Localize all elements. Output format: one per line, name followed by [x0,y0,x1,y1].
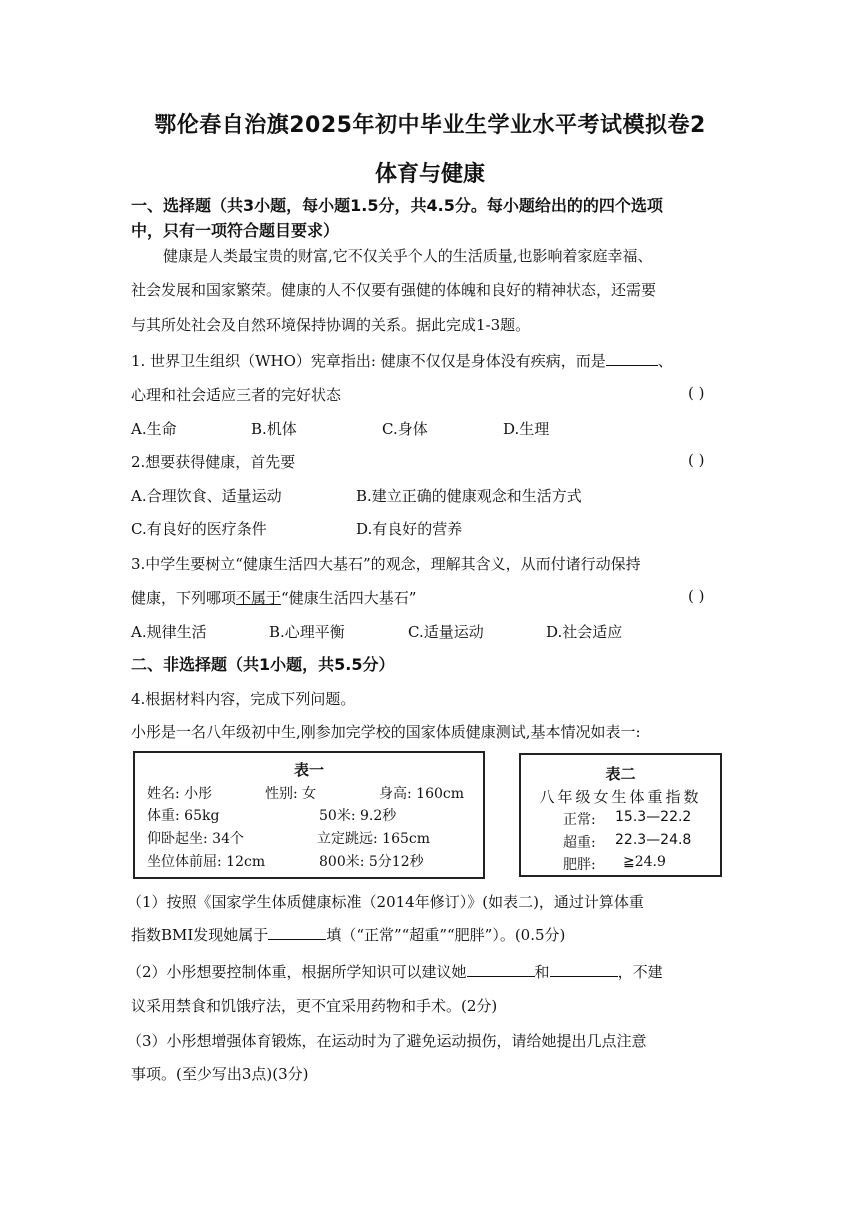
table-1-cell: 身高: 160cm [379,786,465,802]
section1-heading-line2: 中，只有一项符合题目要求） [131,221,340,240]
q1-option-d[interactable]: D.生理 [503,420,550,438]
sub-question-2-line1 [127,961,727,982]
q3-option-b[interactable]: B.心理平衡 [269,623,345,641]
question-3-line2 [131,587,731,608]
table-1-cell: 800米: 5分12秒 [319,854,424,870]
intro-line1: 健康是人类最宝贵的财富,它不仅关乎个人的生活质量,也影响着家庭幸福、 [163,247,653,265]
sub-question-1-text: 指数BMI发现她属于 [131,926,269,944]
question-3-text: 健康，下列哪项 [131,589,237,607]
table-2-subtitle: 八年级女生体重指数 [539,788,702,806]
table-1-cell: 仰卧起坐: 34个 [147,831,244,847]
answer-parenthesis[interactable]: ( ) [688,587,705,605]
section1-heading [131,193,741,243]
table-1-cell: 姓名: 小彤 [147,786,213,802]
section1-heading-line1: 一、选择题（共3小题，每小题1.5分，共4.5分。每小题给出的的四个选项 [131,196,663,215]
exam-title: 鄂伦春自治旗2025年初中毕业生学业水平考试模拟卷2 [154,113,706,138]
answer-parenthesis[interactable]: ( ) [688,384,705,402]
section2-heading: 二、非选择题（共1小题，共5.5分） [131,655,395,674]
table-2-label: 超重: [563,835,596,851]
q3-option-c[interactable]: C.适量运动 [408,623,484,641]
table-1-cell: 坐位体前屈: 12cm [147,854,266,870]
table-1-cell: 体重: 65kg [147,808,220,824]
table-2-value: 15.3—22.2 [615,809,692,825]
sub-question-2-line2: 议采用禁食和饥饿疗法，更不宜采用药物和手术。(2分) [131,997,498,1015]
sub-question-1-text-end: 填（“正常”“超重”“肥胖”）。(0.5分) [326,926,566,944]
answer-blank[interactable] [606,350,658,366]
answer-parenthesis[interactable]: ( ) [688,451,705,469]
question-1-line1 [131,350,731,371]
question-1-text: 1. 世界卫生组织（WHO）宪章指出: 健康不仅仅是身体没有疾病，而是 [131,352,606,370]
sub-question-2-text: （2）小彤想要控制体重，根据所学知识可以建议她 [127,963,467,981]
question-3-text-end: “健康生活四大基石” [281,589,417,607]
table-1 [133,751,485,879]
sub-question-3-line2: 事项。(至少写出3点)(3分) [131,1065,309,1083]
table-2 [519,753,722,877]
table-1-cell: 立定跳远: 165cm [317,831,431,847]
question-2: 2.想要获得健康，首先要 [131,453,296,471]
answer-blank[interactable] [467,961,535,977]
q1-option-b[interactable]: B.机体 [251,420,297,438]
sub-question-2-and: 和 [534,963,550,981]
q3-option-a[interactable]: A.规律生活 [131,623,207,641]
q1-option-c[interactable]: C.身体 [382,420,428,438]
exam-subject: 体育与健康 [374,162,485,187]
material-text: 小彤是一名八年级初中生,刚参加完学校的国家体质健康测试,基本情况如表一: [131,723,641,741]
question-4: 4.根据材料内容，完成下列问题。 [131,690,356,708]
q2-option-a[interactable]: A.合理饮食、适量运动 [131,487,282,505]
table-2-value: ≧24.9 [623,854,666,870]
table-1-title: 表一 [293,761,324,779]
table-2-title: 表二 [605,765,636,783]
sub-question-2-text-end: ，不建 [617,963,663,981]
answer-blank[interactable] [268,924,326,940]
sub-question-1-line2 [131,924,731,945]
q3-option-d[interactable]: D.社会适应 [546,623,623,641]
table-2-label: 正常: [563,812,596,828]
table-1-cell: 性别: 女 [265,786,317,802]
table-2-label: 肥胖: [563,857,596,873]
q2-option-d[interactable]: D.有良好的营养 [356,520,463,538]
answer-blank[interactable] [550,961,618,977]
intro-line3: 与其所处社会及自然环境保持协调的关系。据此完成1-3题。 [131,316,531,334]
underlined-keyword: 不属于 [236,589,282,607]
table-2-value: 22.3—24.8 [615,832,692,848]
q2-option-c[interactable]: C.有良好的医疗条件 [131,520,267,538]
intro-line2: 社会发展和国家繁荣。健康的人不仅要有强健的体魄和良好的精神状态，还需要 [131,281,657,299]
q1-option-a[interactable]: A.生命 [131,420,177,438]
question-3-line1: 3.中学生要树立“健康生活四大基石”的观念，理解其含义，从而付诸行动保持 [131,555,641,573]
sub-question-1-line1: （1）按照《国家学生体质健康标准（2014年修订）》(如表二)，通过计算体重 [127,893,644,911]
sub-question-3-line1: （3）小彤想增强体育锻炼，在运动时为了避免运动损伤，请给她提出几点注意 [127,1032,647,1050]
table-1-cell: 50米: 9.2秒 [319,808,397,824]
question-1-comma: 、 [657,352,673,370]
q2-option-b[interactable]: B.建立正确的健康观念和生活方式 [356,487,582,505]
question-1-line2: 心理和社会适应三者的完好状态 [131,386,342,404]
